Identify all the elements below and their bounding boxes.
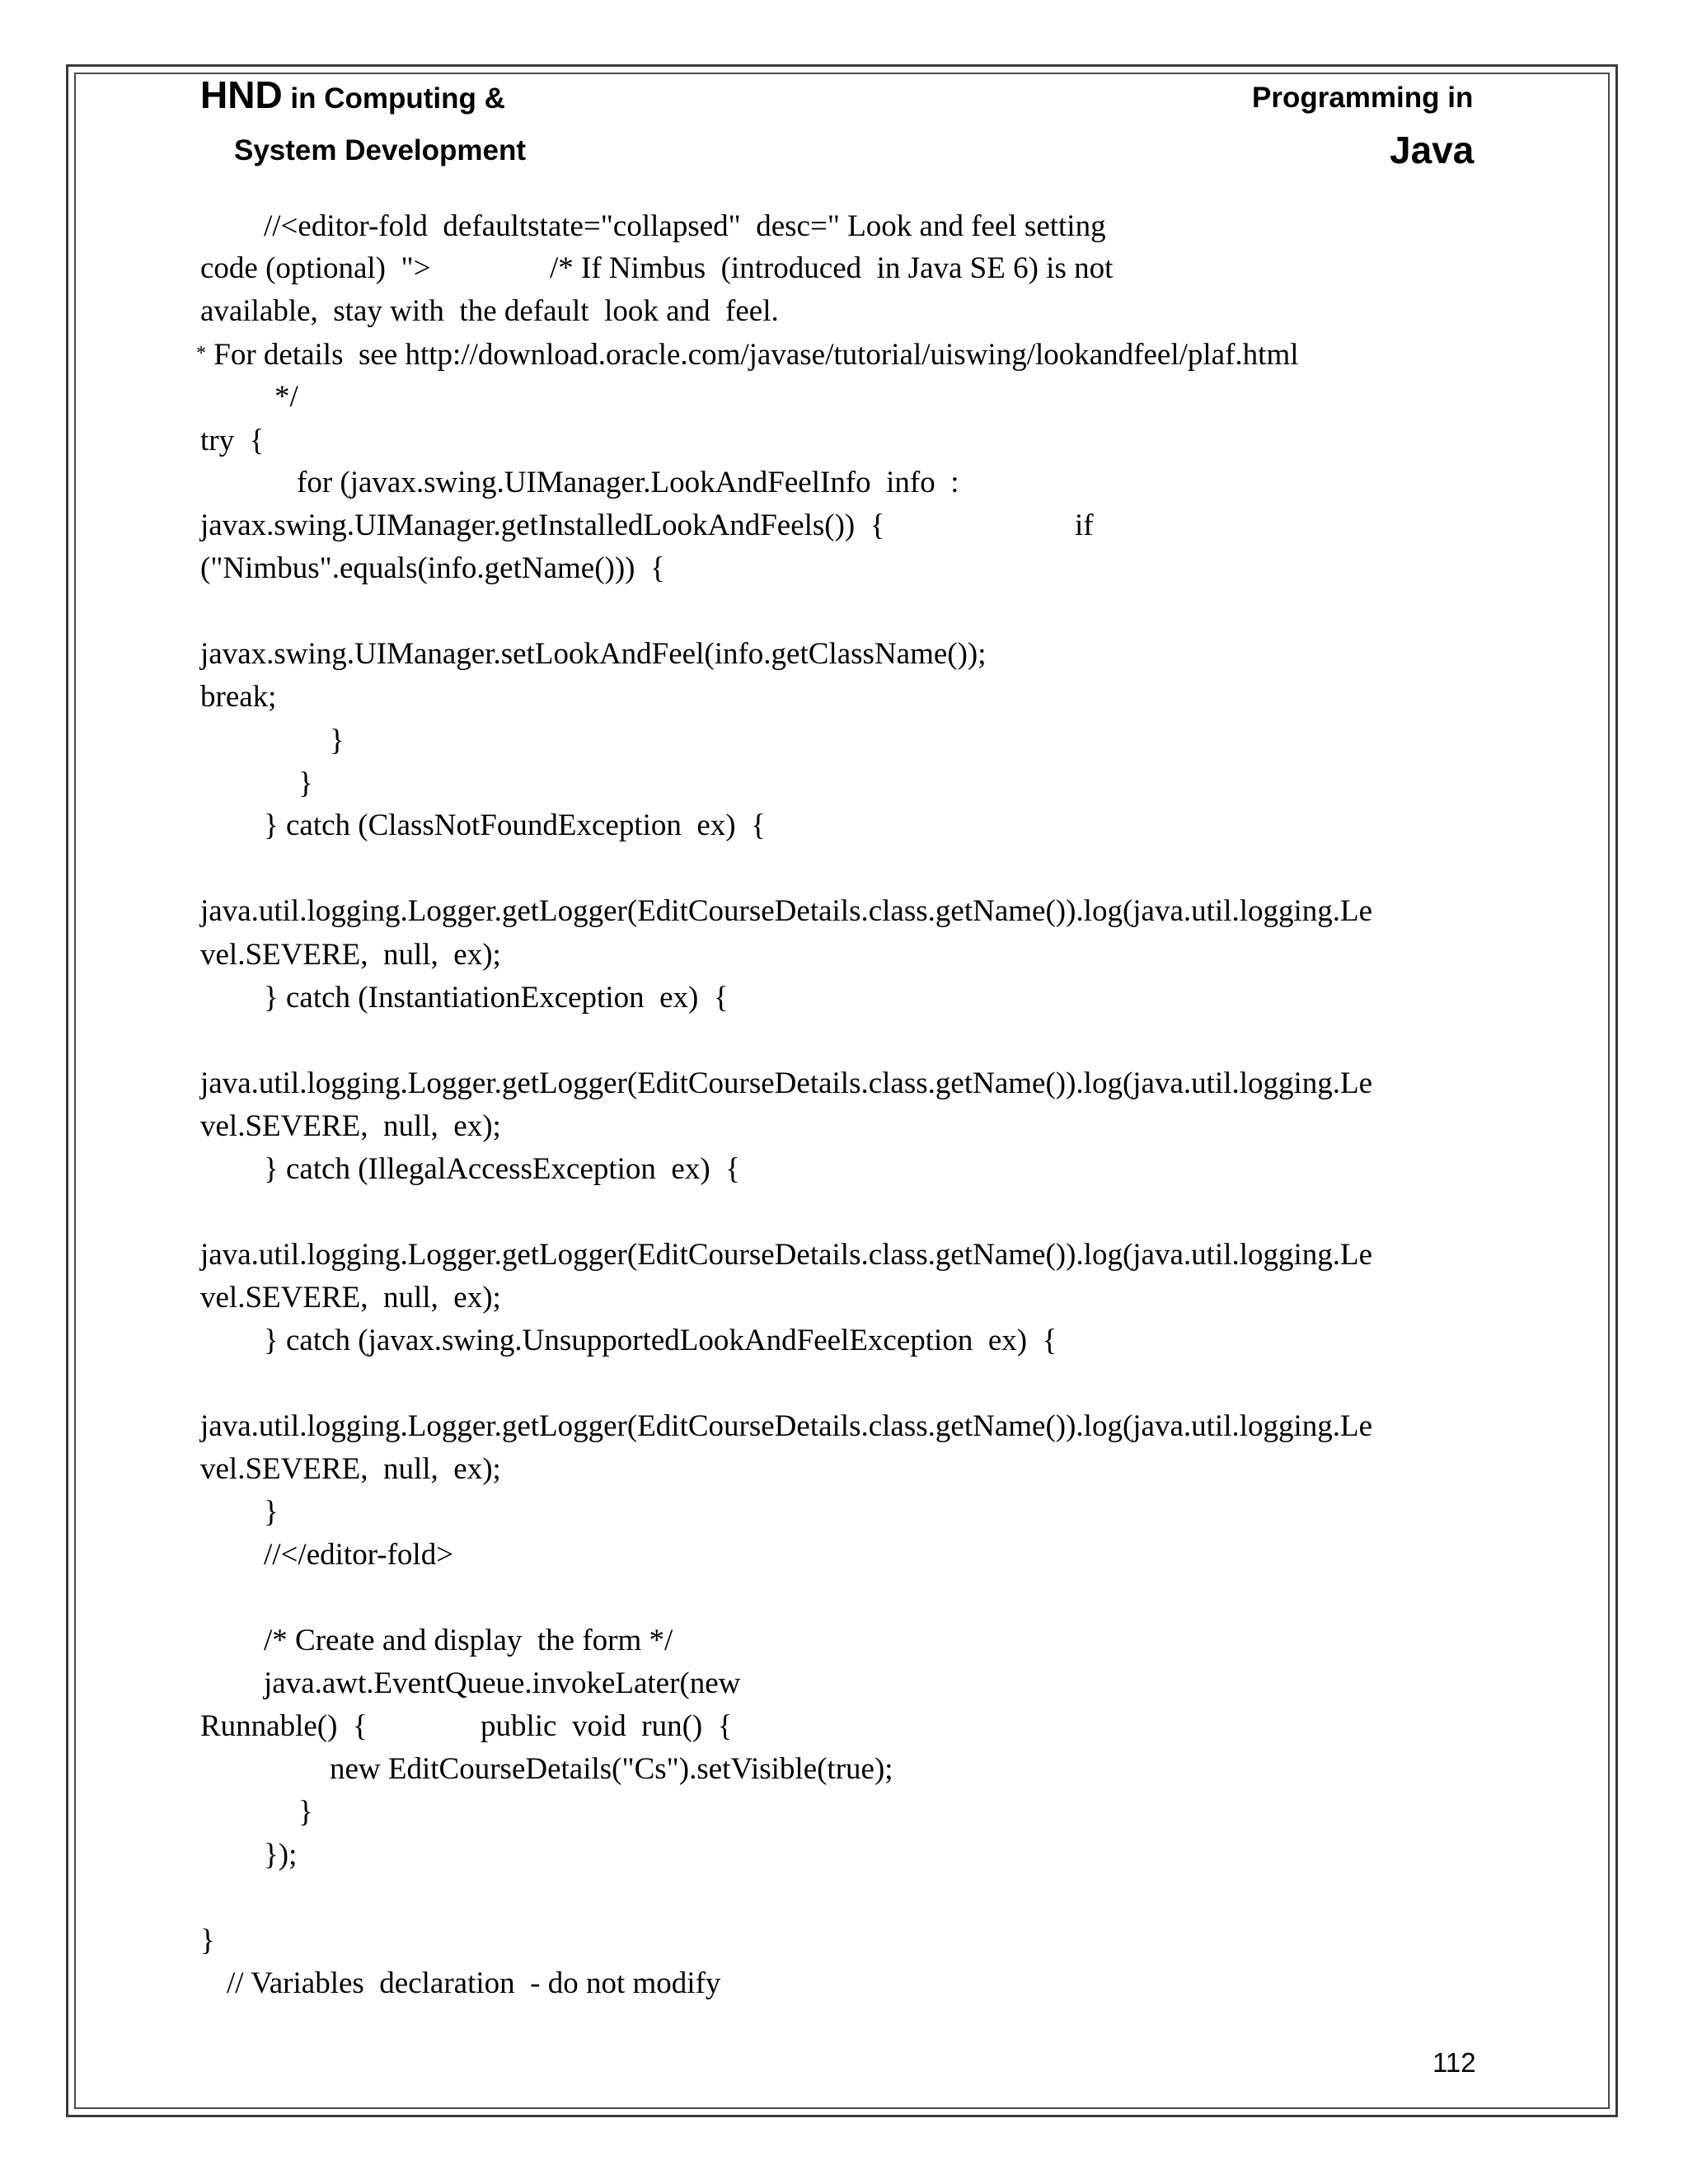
code-line: vel.SEVERE, null, ex); [200, 1109, 501, 1143]
code-line: public void run() { [481, 1709, 733, 1743]
header-in-computing: in Computing & [282, 82, 505, 115]
code-line: Runnable() { [200, 1709, 368, 1743]
code-line: java.awt.EventQueue.invokeLater(new [264, 1666, 741, 1700]
code-line: ("Nimbus".equals(info.getName())) { [200, 551, 665, 585]
code-line: } [200, 1924, 215, 1957]
code-line: //</editor-fold> [264, 1538, 454, 1572]
header-right-line2: Java [1390, 129, 1475, 171]
header-left-line1 [200, 73, 505, 117]
code-line: vel.SEVERE, null, ex); [200, 938, 501, 972]
code-line: */ [274, 380, 298, 414]
code-line: for (javax.swing.UIManager.LookAndFeelInfo info : [297, 466, 959, 499]
code-line: if [1075, 509, 1094, 542]
code-line: } catch (javax.swing.UnsupportedLookAndFeelException ex) { [264, 1324, 1057, 1357]
code-line: } [264, 1495, 279, 1529]
code-line: java.util.logging.Logger.getLogger(EditCourseDetails.class.getName()).log(java.util.logging.Le [200, 1238, 1373, 1272]
code-line: //<editor-fold defaultstate="collapsed" desc=" Look and feel setting [264, 209, 1106, 243]
code-line: } catch (InstantiationException ex) { [264, 981, 729, 1015]
page-number: 112 [1432, 2047, 1476, 2078]
header-hnd: HND [200, 73, 283, 116]
code-line: /* Create and display the form */ [264, 1624, 673, 1657]
code-line: } [330, 724, 345, 757]
header-left-line2: System Development [234, 134, 527, 166]
code-line: /* If Nimbus (introduced in Java SE 6) is not [550, 251, 1114, 285]
bullet-star: * [196, 343, 206, 364]
code-line [196, 340, 1299, 370]
code-line: javax.swing.UIManager.getInstalledLookAndFeels()) { [200, 509, 885, 542]
code-line: }); [264, 1838, 298, 1872]
code-line: } catch (ClassNotFoundException ex) { [264, 808, 766, 842]
code-line: java.util.logging.Logger.getLogger(EditCourseDetails.class.getName()).log(java.util.logging.Le [200, 1409, 1373, 1443]
code-line: available, stay with the default look and feel. [200, 294, 779, 328]
code-line: java.util.logging.Logger.getLogger(EditCourseDetails.class.getName()).log(java.util.logging.Le [200, 1066, 1373, 1100]
code-line: javax.swing.UIManager.setLookAndFeel(info.getClassName()); [200, 637, 987, 671]
code-line: try { [200, 424, 265, 457]
header-right-line1: Programming in [1252, 82, 1474, 114]
code-line: // Variables declaration - do not modify [227, 1966, 721, 2000]
code-line-text: For details see http://download.oracle.com/javase/tutorial/uiswing/lookandfeel/plaf.html [206, 338, 1299, 372]
code-line: java.util.logging.Logger.getLogger(EditCourseDetails.class.getName()).log(java.util.logging.Le [200, 894, 1373, 928]
code-line: } [298, 766, 313, 800]
code-line: break; [200, 680, 277, 714]
code-line: } [298, 1795, 313, 1829]
code-line: new EditCourseDetails("Cs").setVisible(true); [330, 1752, 893, 1786]
code-line: vel.SEVERE, null, ex); [200, 1452, 501, 1486]
code-line: code (optional) "> [200, 251, 431, 285]
code-line: } catch (IllegalAccessException ex) { [264, 1152, 740, 1186]
code-line: vel.SEVERE, null, ex); [200, 1281, 501, 1315]
